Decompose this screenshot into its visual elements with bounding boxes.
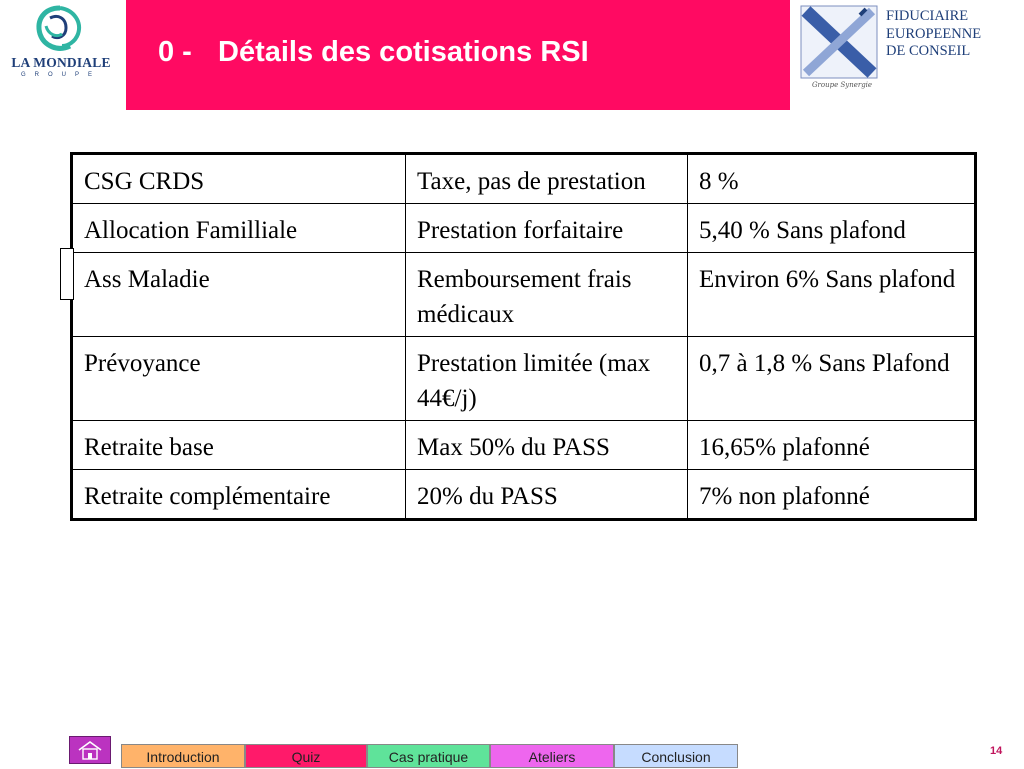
table-row — [72, 204, 976, 253]
logo-signature: Groupe Synergie — [811, 81, 873, 89]
placeholder-box — [60, 248, 74, 300]
table-cell: 0,7 à 1,8 % Sans Plafond — [688, 337, 976, 421]
title-banner — [126, 0, 790, 110]
table-row — [72, 337, 976, 421]
table-cell: 16,65% plafonné — [688, 421, 976, 470]
table-row — [72, 253, 976, 337]
slide-title: Détails des cotisations RSI — [218, 36, 589, 68]
table-cell: 7% non plafonné — [688, 470, 976, 520]
firm-line: EUROPEENNE — [886, 25, 982, 42]
table-cell: Environ 6% Sans plafond — [688, 253, 976, 337]
table-row — [72, 421, 976, 470]
table-cell: Remboursement frais médicaux — [406, 253, 688, 337]
swirl-emblem-icon — [30, 4, 90, 56]
cotisations-table — [70, 152, 977, 521]
table-cell: Retraite complémentaire — [72, 470, 406, 520]
table-cell: Allocation Familliale — [72, 204, 406, 253]
brand-subtitle: GROUPE — [20, 72, 101, 78]
nav-tab-conclusion[interactable]: Conclusion — [614, 744, 738, 768]
fec-logo — [796, 5, 880, 95]
home-button[interactable] — [69, 736, 111, 764]
table-cell: 20% du PASS — [406, 470, 688, 520]
table-cell: 8 % — [688, 154, 976, 204]
table-cell: Ass Maladie — [72, 253, 406, 337]
table-cell: 5,40 % Sans plafond — [688, 204, 976, 253]
table-cell: Max 50% du PASS — [406, 421, 688, 470]
nav-tab-ateliers[interactable]: Ateliers — [490, 744, 614, 768]
table-cell: Prévoyance — [72, 337, 406, 421]
home-icon — [77, 740, 103, 760]
diagonal-cross-icon — [800, 5, 878, 79]
table-cell: Retraite base — [72, 421, 406, 470]
table-row — [72, 154, 976, 204]
table-cell: Taxe, pas de prestation — [406, 154, 688, 204]
table-row — [72, 470, 976, 520]
nav-tab-cas-pratique[interactable]: Cas pratique — [367, 744, 490, 768]
la-mondiale-logo — [0, 0, 125, 110]
table-cell: Prestation limitée (max 44€/j) — [406, 337, 688, 421]
slide-number-prefix: 0 - — [158, 36, 192, 68]
table-cell: Prestation forfaitaire — [406, 204, 688, 253]
nav-tab-introduction[interactable]: Introduction — [121, 744, 245, 768]
firm-line: DE CONSEIL — [886, 43, 971, 59]
table-cell: CSG CRDS — [72, 154, 406, 204]
firm-line: FIDUCIAIRE — [886, 8, 969, 24]
brand-name: LA MONDIALE — [11, 55, 111, 70]
firm-name — [886, 8, 1024, 61]
page-number: 14 — [990, 745, 1003, 757]
nav-tab-quiz[interactable]: Quiz — [245, 744, 367, 768]
